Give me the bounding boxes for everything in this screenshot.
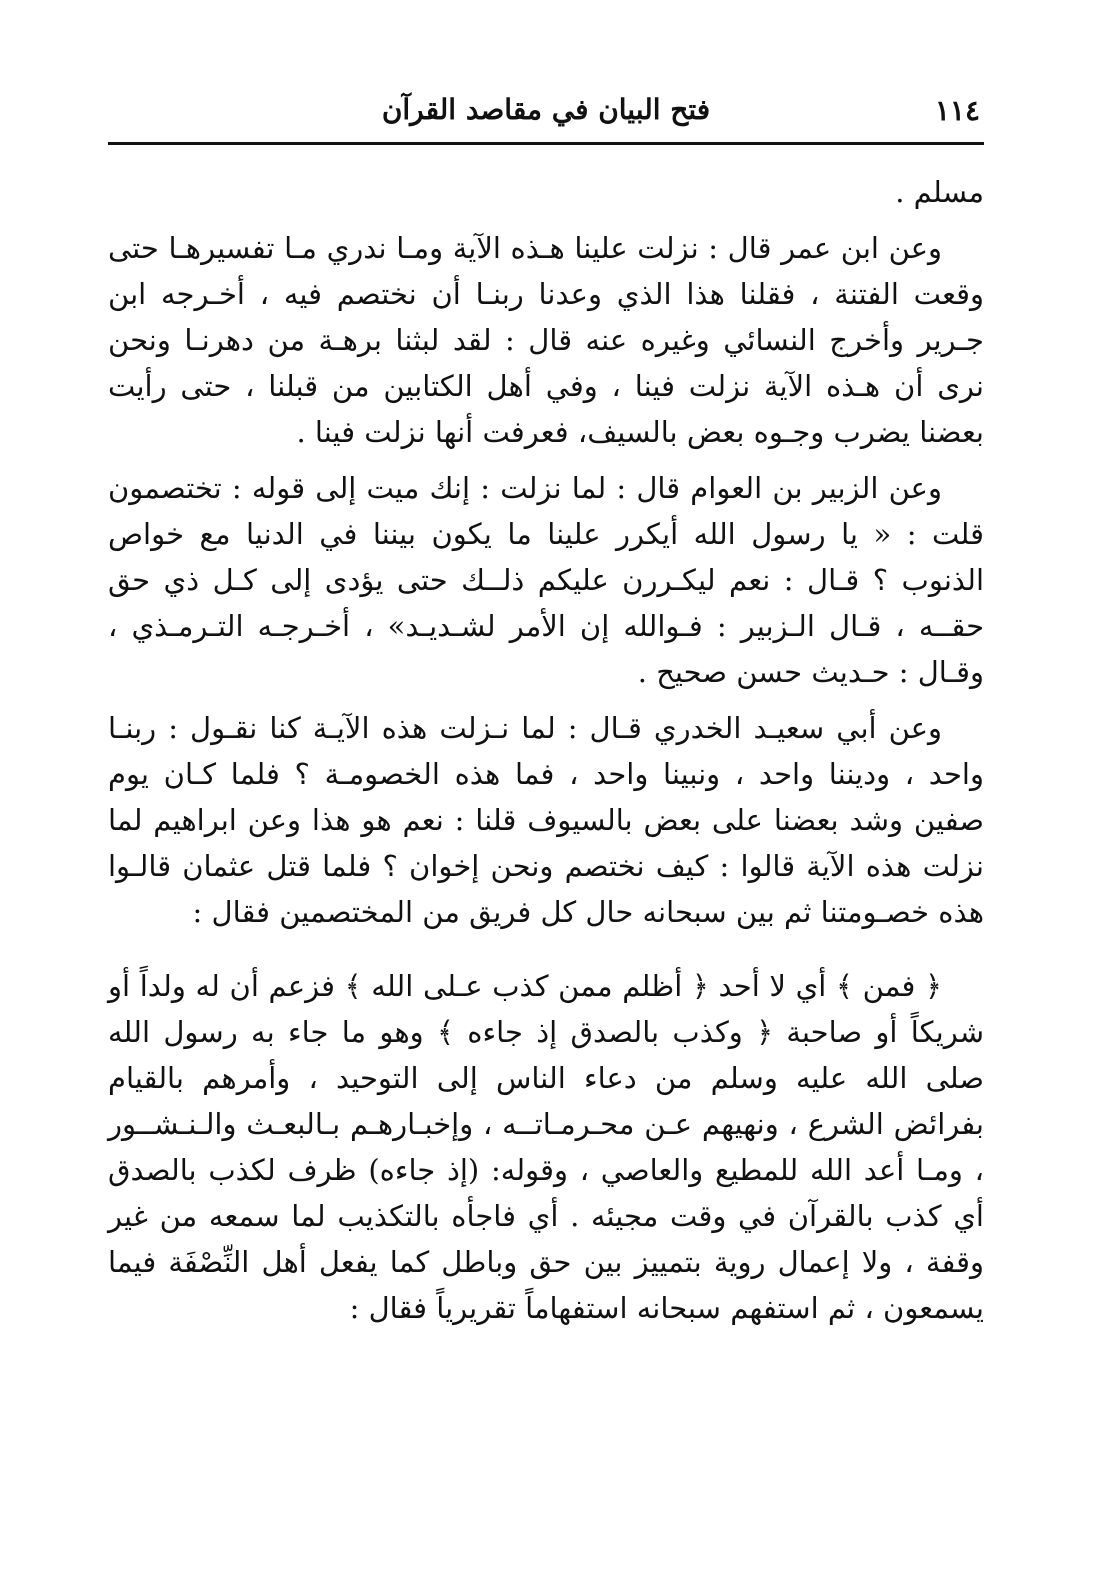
paragraph-zubair: وعن الزبير بن العوام قال : لما نزلت : إنك ميت إلى قوله : تختصمون قلت : « يا رسول الله أيكرر علينا ما يكون بيننا في الدنيا مع خواص الذنوب ؟ قـال : نعم ليكـررن عليكم ذلــك حتى يؤدى إلى كـل ذي حق حقــه ، قـال الـزبير : فـوالله إن الأمر لشـديـد» ، أخـرجـه التـرمـذي ، وقـال : حـديث حسن صحيح .	[108, 471, 984, 689]
running-title: فتح البيان في مقاصد القرآن	[381, 93, 711, 126]
book-page	[108, 88, 984, 1528]
paragraph-abu-said: وعن أبي سعيـد الخدري قـال : لما نـزلت هذه الآيـة كنا نقـول : ربنـا واحد ، وديننا واحد ، ونبينا واحد ، فما هذه الخصومـة ؟ فلما كـان يوم صفين وشد بعضنا على بعض بالسيوف قلنا : نعم هو هذا وعن ابراهيم لما نزلت هذه الآية قالوا : كيف نختصم ونحن إخوان ؟ فلما قتل عثمان قالـوا هذه خصـومتنا ثم بين سبحانه حال كل فريق من المختصمين فقال :	[108, 711, 984, 929]
paragraph-commentary: ﴿ فمن ﴾ أي لا أحد ﴿ أظلم ممن كذب عـلى الله ﴾ فزعم أن له ولداً أو شريكاً أو صاحبة ﴿ وكذب بالصدق إذ جاءه ﴾ وهو ما جاء به رسول الله صلى الله عليه وسلم من دعاء الناس إلى التوحيد ، وأمرهم بالقيام بفرائض الشرع ، ونهيهم عـن محـرمـاتــه ، وإخبـارهـم بـالبعـث والـنـشــور ، ومـا أعد الله للمطيع والعاصي ، وقوله: (إذ جاءه) ظرف لكذب بالصدق أي كذب بالقرآن في وقت مجيئه . أي فاجأه بالتكذيب لما سمعه من غير وقفة ، ولا إعمال روية بتمييز بين حق وباطل كما يفعل أهل النِّصْفَة فيما يسمعون ، ثم استفهم سبحانه استفهاماً تقريرياً فقال :	[108, 969, 984, 1325]
page-header	[108, 88, 984, 145]
paragraph-continuation: مسلم .	[895, 175, 984, 209]
page-number: ١١٤	[934, 94, 980, 127]
body-text	[108, 169, 984, 1331]
paragraph-ibn-umar: وعن ابن عمر قال : نزلت علينا هـذه الآية ومـا ندري مـا تفسيرهـا حتى وقعت الفتنة ، فقلنا هذا الذي وعدنا ربنـا أن نختصم فيه ، أخـرجه ابن جـرير وأخرج النسائي وغيره عنه قال : لقد لبثنا برهـة من دهرنـا ونحن نرى أن هـذه الآية نزلت فينا ، وفي أهل الكتابين من قبلنا ، حتى رأيت بعضنا يضرب وجـوه بعض بالسيف، فعرفت أنها نزلت فينا .	[108, 231, 984, 449]
